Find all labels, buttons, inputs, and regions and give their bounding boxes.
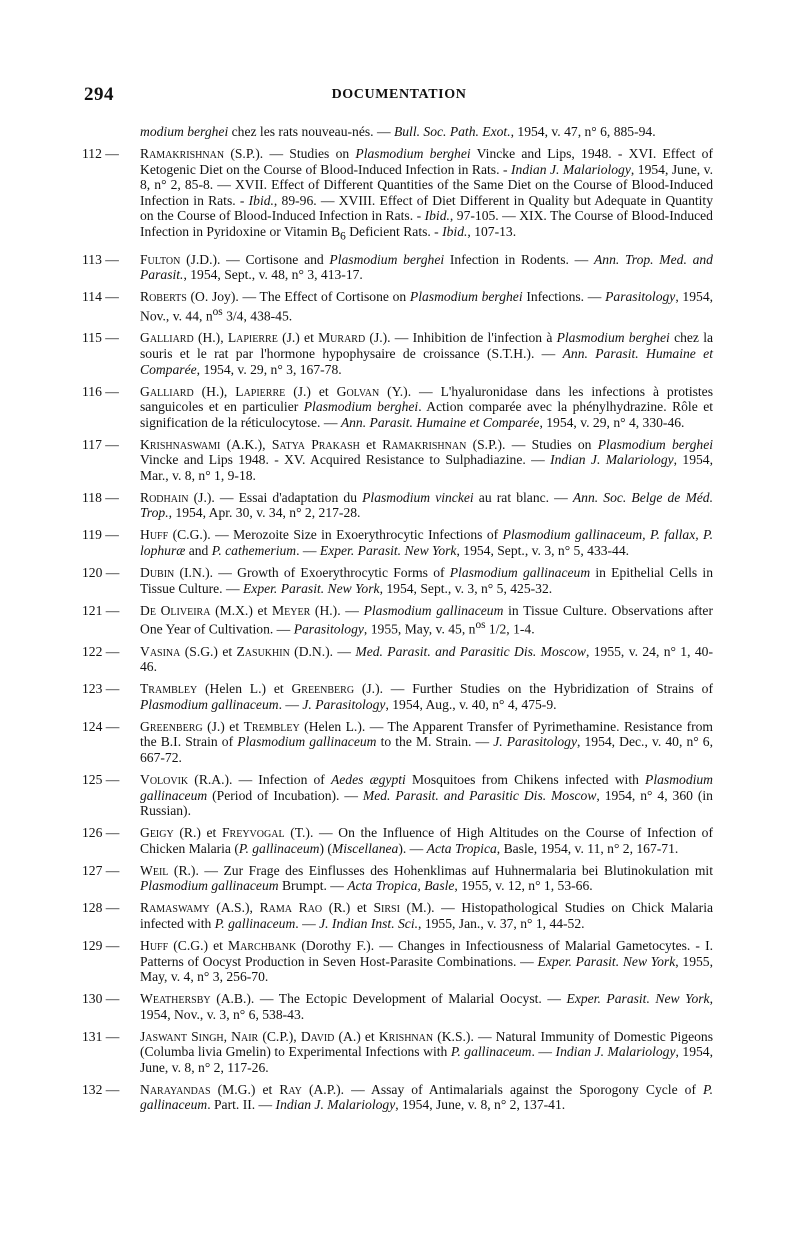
italic-text: Exper. Parasit. New York — [319, 543, 457, 559]
reference-entry-116 — [82, 383, 714, 431]
italic-text: Ann. Parasit. Humaine et Comparée — [340, 414, 540, 430]
reference-text: (J.). — Inhibition de l'infection à — [365, 330, 557, 346]
reference-text: , 1954, v. 47, n° 6, 885-94. — [510, 124, 656, 139]
reference-text: (A.) et — [334, 1028, 379, 1044]
reference-text: (Helen L.) et — [197, 681, 292, 697]
italic-text: Plasmodium gallinaceum — [140, 878, 279, 894]
reference-text: (M.X.) et — [210, 602, 273, 618]
reference-text: (S.G.) et — [180, 643, 237, 659]
reference-text: (J.) et — [285, 383, 337, 399]
reference-continuation — [140, 124, 713, 140]
author-name: Vasina — [140, 643, 181, 659]
author-name: Weathersby — [140, 991, 211, 1007]
author-name: Galliard — [140, 330, 194, 346]
author-name: Rodhain — [140, 489, 189, 505]
reference-text: (C.G.) et — [168, 937, 229, 953]
reference-text: , 1955, May, v. 4, n° 3, 256-70. — [140, 953, 714, 985]
italic-text: P. gallinaceum — [140, 1081, 713, 1113]
italic-text: J. Indian Inst. Sci. — [319, 915, 419, 931]
reference-text: . Action comparée avec la phénylhydrazine. Rôle et signification de la réticulocytose. — — [140, 399, 714, 430]
reference-entry-129 — [82, 937, 714, 985]
reference-text: ). — — [398, 840, 427, 856]
reference-entry-131 — [82, 1028, 714, 1076]
page-header — [84, 84, 714, 110]
reference-number: 122 — — [82, 643, 120, 659]
author-name: Huff — [140, 527, 169, 543]
superscript: os — [212, 305, 223, 318]
italic-text: Ibid. — [424, 208, 450, 224]
reference-text: , 89-96. — XVIII. Effect of Diet Different in Quality but Adequate in Quantity on the Course of Blood-Induced Infection in Rats. - — [140, 192, 713, 224]
reference-number: 128 — — [82, 900, 120, 916]
reference-text: (J.). — Essai d'adaptation du — [188, 489, 363, 505]
author-name: Narayandas — [140, 1081, 211, 1097]
reference-entry-130 — [82, 991, 713, 1022]
reference-text: (T.). — On the Influence of High Altitudes on the Course of Infection of Chicken Malaria ( — [140, 825, 714, 856]
reference-text: Vincke and Lips, 1948. - XVI. Effect of Ketogenic Diet on the Course of Blood-Induced Infection in Rats. - — [140, 145, 714, 177]
reference-text: (K.S.). — Natural Immunity of Domestic Pigeons (Columba livia Gmelin) to Experimental Infections with — [140, 1028, 714, 1060]
author-name: Meyer — [272, 602, 311, 618]
reference-text: Infections. — — [522, 289, 606, 305]
author-name: Trambley — [140, 681, 198, 697]
reference-text: (R.). — Zur Frage des Einflusses des Hohenklimas auf Huhnermalaria bei Blutinokulation mit — [168, 862, 713, 878]
reference-text: , 1955, Jan., v. 37, n° 1, 44-52. — [418, 915, 585, 931]
italic-text: P. gallinaceum — [238, 840, 320, 856]
reference-entry-132 — [82, 1081, 713, 1113]
reference-text: et — [359, 436, 383, 452]
reference-number: 119 — — [82, 527, 119, 543]
reference-text: (Helen L.). — The Apparent Transfer of Pyrimethamine. Resistance from the B.I. Strain of — [140, 718, 713, 750]
reference-text: Deficient Rats. - — [345, 223, 443, 239]
reference-text: (I.N.). — Growth of Exoerythrocytic Forms of — [174, 565, 450, 581]
reference-text: (D.N.). — — [289, 643, 356, 659]
reference-number: 113 — — [82, 251, 119, 267]
author-name: Sirsi — [373, 900, 400, 916]
italic-text: Indian J. Malariology — [511, 161, 631, 177]
reference-text: Infection in Rodents. — — [444, 251, 594, 267]
italic-text: Indian J. Malariology — [275, 1097, 396, 1113]
italic-text: Plasmodium berghei — [556, 330, 670, 346]
reference-number: 116 — — [82, 383, 119, 399]
italic-text: Plasmodium gallinaceum, P. fallax, P. lophuræ — [140, 527, 713, 559]
reference-text: , 97-105. — XIX. The Course of Blood-Induced Infection in Pyridoxine or Vitamin B — [140, 208, 713, 239]
reference-number: 127 — — [82, 862, 120, 878]
superscript: os — [475, 619, 486, 632]
reference-text: ) ( — [319, 840, 332, 856]
author-name: Freyvogal — [222, 825, 285, 841]
reference-text: (R.) et — [173, 825, 222, 841]
reference-entry-112 — [82, 145, 714, 245]
reference-entry-120 — [82, 565, 713, 596]
reference-number: 112 — — [82, 145, 119, 161]
reference-number: 126 — — [82, 825, 120, 841]
author-name: Greenberg — [291, 681, 355, 697]
reference-number: 117 — — [82, 436, 119, 452]
reference-text: (C.P.), — [258, 1028, 301, 1044]
reference-number: 120 — — [82, 565, 120, 581]
reference-entry-123 — [82, 681, 713, 712]
reference-text: , 1954, Sept., v. 3, n° 5, 425-32. — [379, 580, 553, 596]
author-name: Fulton — [140, 251, 181, 267]
italic-text: Plasmodium berghei — [597, 436, 714, 452]
reference-text: , 1954, Nov., v. 44, n — [140, 289, 714, 324]
reference-number: 121 — — [82, 602, 120, 618]
reference-text: (A.B.). — The Ectopic Development of Malarial Oocyst. — — [210, 991, 567, 1007]
reference-entry-121 — [82, 602, 713, 638]
italic-text: Plasmodium berghei — [303, 399, 419, 415]
reference-text: , 1954, Mar., v. 8, n° 1, 9-18. — [140, 452, 713, 483]
author-name: Rama Rao — [259, 900, 323, 916]
reference-entry-118 — [82, 489, 713, 521]
author-name: Krishnaswami — [140, 436, 221, 452]
author-name: Weil — [140, 862, 169, 878]
reference-text: , 1955, v. 24, n° 1, 40-46. — [140, 643, 713, 675]
reference-text: (Dorothy F.). — Changes in Infectiousness of Malarial Gametocytes. - I. Patterns of Oocyst Production in Seven Host-Parasite Combinations. — — [140, 937, 713, 969]
reference-text: , — [223, 1028, 232, 1044]
reference-text: Mosquitoes from Chikens infected with — [405, 772, 646, 788]
italic-text: Ibid. — [248, 192, 274, 208]
reference-text: (C.G.). — Merozoite Size in Exoerythrocytic Infections of — [168, 527, 503, 543]
reference-text: . — — [278, 696, 303, 712]
reference-entry-126 — [82, 825, 714, 856]
reference-text: , 1955, May, v. 45, n — [363, 621, 476, 637]
italic-text: Ibid. — [442, 223, 468, 239]
author-name: Zasukhin — [236, 643, 290, 659]
reference-number: 130 — — [82, 991, 120, 1007]
reference-text: (R.A.). — Infection of — [188, 772, 331, 788]
reference-number: 132 — — [82, 1081, 120, 1097]
italic-text: Parasitology — [293, 621, 364, 637]
italic-text: Miscellanea — [331, 840, 399, 856]
reference-entry-119 — [82, 527, 713, 559]
italic-text: Plasmodium vinckei — [362, 489, 474, 505]
reference-text: 3/4, 438-45. — [222, 308, 293, 324]
author-name: Nair — [231, 1028, 259, 1044]
italic-text: Exper. Parasit. New York — [537, 953, 676, 969]
italic-text: Acta Tropica, Basle — [347, 878, 455, 894]
reference-text: (A.S.), — [209, 900, 260, 916]
author-name: Greenberg — [140, 718, 203, 734]
reference-entry-114 — [82, 289, 714, 324]
reference-text: , 1954, June, v. 8, n° 2, 117-26. — [140, 1044, 713, 1075]
reference-text: , Basle, 1954, v. 11, n° 2, 167-71. — [496, 840, 679, 856]
italic-text: modium berghei — [140, 124, 229, 139]
italic-text: J. Parasitology — [493, 734, 577, 750]
reference-text: (J.) et — [202, 718, 244, 734]
author-name: Huff — [140, 937, 169, 953]
reference-text: . Part. II. — — [207, 1097, 276, 1113]
reference-text: , 1954, Dec., v. 40, n° 6, 667-72. — [140, 734, 713, 766]
reference-list — [0, 124, 800, 1119]
italic-text: P. cathemerium — [211, 543, 297, 559]
reference-text: , 1954, v. 29, n° 3, 167-78. — [196, 361, 342, 377]
author-name: Ramakrishnan — [382, 436, 467, 452]
reference-text: in Epithelial Cells in Tissue Culture. — — [140, 565, 713, 596]
italic-text: P. gallinaceum — [214, 915, 296, 931]
italic-text: Plasmodium berghei — [329, 251, 445, 267]
reference-text: , 1955, v. 12, n° 1, 53-66. — [454, 878, 593, 894]
author-name: Marchbank — [228, 937, 297, 953]
reference-entry-117 — [82, 436, 714, 484]
italic-text: Med. Parasit. and Parasitic Dis. Moscow — [355, 643, 586, 659]
author-name: Dubin — [140, 565, 175, 581]
reference-text: . — — [295, 915, 320, 931]
reference-text: (J.D.). — Cortisone and — [180, 251, 330, 267]
reference-text: , 1954, Nov., v. 3, n° 6, 538-43. — [140, 991, 713, 1022]
reference-text: (J.) et — [277, 330, 319, 346]
italic-text: Indian J. Malariology — [555, 1044, 676, 1060]
italic-text: Plasmodium berghei — [409, 289, 523, 305]
reference-number: 115 — — [82, 330, 119, 346]
reference-text: (J.). — Further Studies on the Hybridization of Strains of — [354, 681, 713, 697]
author-name: Murard — [318, 330, 366, 346]
italic-text: Exper. Parasit. New York — [242, 580, 380, 596]
reference-text: to the M. Strain. — — [376, 734, 494, 750]
reference-text: (O. Joy). — The Effect of Cortisone on — [186, 289, 410, 305]
author-name: Trembley — [243, 718, 300, 734]
reference-text: (Y.). — L'hyaluronidase dans les infections à protistes sanguicoles et en particulier — [140, 383, 713, 415]
italic-text: Indian J. Malariology — [550, 452, 674, 468]
author-name: Lapierre — [235, 383, 286, 399]
author-name: De Oliveira — [140, 602, 211, 618]
reference-text: , 1954, v. 29, n° 4, 330-46. — [539, 414, 685, 430]
reference-text: . — — [531, 1044, 556, 1060]
running-head: DOCUMENTATION — [331, 87, 467, 102]
reference-text: , 1954, Aug., v. 40, n° 4, 475-9. — [385, 696, 557, 712]
italic-text: Plasmodium berghei — [355, 145, 471, 161]
reference-number: 114 — — [82, 289, 119, 305]
reference-text: Vincke and Lips 1948. - XV. Acquired Resistance to Sulphadiazine. — — [140, 452, 551, 468]
reference-text: , 1954, June, v. 8, n° 2, 85-8. — XVII. Effect of Different Quantities of the Same Diet on the Course of Blood-Induced Infection in Rats. - — [140, 161, 713, 208]
author-name: Geigy — [140, 825, 174, 841]
reference-text: (H.), — [193, 383, 236, 399]
reference-text: , 1954, Sept., v. 3, n° 5, 433-44. — [456, 543, 630, 559]
reference-number: 129 — — [82, 937, 120, 953]
reference-text: (M.G.) et — [210, 1081, 280, 1097]
reference-text: chez les rats nouveau-nés. — — [228, 124, 394, 139]
italic-text: Bull. Soc. Path. Exot. — [393, 124, 511, 139]
italic-text: Med. Parasit. and Parasitic Dis. Moscow — [362, 787, 597, 803]
reference-text: , 1954, Sept., v. 48, n° 3, 413-17. — [183, 267, 363, 283]
italic-text: Plasmodium gallinaceum — [140, 772, 713, 803]
italic-text: Plasmodium gallinaceum — [449, 565, 591, 581]
italic-text: Plasmodium gallinaceum — [363, 602, 504, 618]
reference-text: , 1954, Apr. 30, v. 34, n° 2, 217-28. — [168, 505, 361, 521]
reference-text: in Tissue Culture. Observations after One Year of Cultivation. — — [140, 602, 713, 637]
author-name: David — [300, 1028, 335, 1044]
reference-number: 118 — — [82, 489, 119, 505]
subscript: 6 — [340, 230, 346, 243]
reference-text: au rat blanc. — — [473, 489, 573, 505]
italic-text: Ann. Parasit. Humaine et Comparée — [140, 345, 713, 377]
reference-text: 1/2, 1-4. — [485, 621, 535, 637]
reference-text: (H.). — — [310, 602, 364, 618]
italic-text: P. gallinaceum — [450, 1044, 532, 1060]
reference-text: (A.K.), — [220, 436, 272, 452]
italic-text: Exper. Parasit. New York — [566, 991, 710, 1007]
author-name: Lapierre — [227, 330, 278, 346]
reference-text: Brumpt. — — [278, 878, 348, 894]
reference-text: (S.P.). — Studies on — [466, 436, 598, 452]
reference-entry-128 — [82, 900, 714, 931]
reference-text: (H.), — [193, 330, 228, 346]
author-name: Golvan — [336, 383, 380, 399]
reference-number: 131 — — [82, 1028, 120, 1044]
author-name: Volovik — [140, 772, 189, 788]
reference-text: (Period of Incubation). — — [207, 787, 363, 803]
author-name: Krishnan — [378, 1028, 434, 1044]
author-name: Ramakrishnan — [140, 145, 225, 161]
reference-number: 124 — — [82, 718, 120, 734]
author-name: Ray — [279, 1081, 302, 1097]
reference-text: chez la souris et le rat par l'hormone hypophysaire de croissance (S.T.H.). — — [140, 330, 714, 361]
italic-text: Parasitology — [605, 289, 676, 305]
reference-text: and — [185, 543, 212, 559]
italic-text: Plasmodium gallinaceum — [237, 734, 377, 750]
italic-text: J. Parasitology — [302, 696, 386, 712]
italic-text: Aedes ægypti — [330, 772, 406, 788]
italic-text: Ann. Soc. Belge de Méd. Trop. — [140, 489, 713, 521]
reference-text: (S.P.). — Studies on — [224, 145, 356, 161]
author-name: Roberts — [140, 289, 187, 305]
reference-number: 123 — — [82, 681, 120, 697]
reference-entry-122 — [82, 643, 713, 675]
author-name: Galliard — [140, 383, 194, 399]
reference-text: (A.P.). — Assay of Antimalarials against the Sporogony Cycle of — [301, 1081, 704, 1097]
italic-text: Acta Tropica — [426, 840, 497, 856]
reference-text: (M.). — Histopathological Studies on Chick Malaria infected with — [140, 900, 714, 931]
italic-text: Plasmodium gallinaceum — [140, 696, 279, 712]
author-name: Ramaswamy — [140, 900, 210, 916]
reference-number: 125 — — [82, 772, 120, 788]
reference-text: . — — [296, 543, 320, 559]
reference-entry-127 — [82, 862, 713, 894]
page-number: 294 — [84, 84, 114, 105]
reference-text: (R.) et — [322, 900, 374, 916]
italic-text: Ann. Trop. Med. and Parasit. — [140, 251, 713, 283]
reference-text: , 1954, June, v. 8, n° 2, 137-41. — [395, 1097, 566, 1113]
reference-entry-115 — [82, 330, 714, 377]
author-name: Jaswant Singh — [140, 1028, 224, 1044]
reference-text: , 1954, n° 4, 360 (in Russian). — [140, 787, 713, 819]
reference-entry-113 — [82, 251, 713, 283]
reference-entry-125 — [82, 772, 713, 819]
reference-text: , 107-13. — [467, 223, 517, 239]
reference-entry-124 — [82, 718, 713, 766]
author-name: Satya Prakash — [271, 436, 360, 452]
